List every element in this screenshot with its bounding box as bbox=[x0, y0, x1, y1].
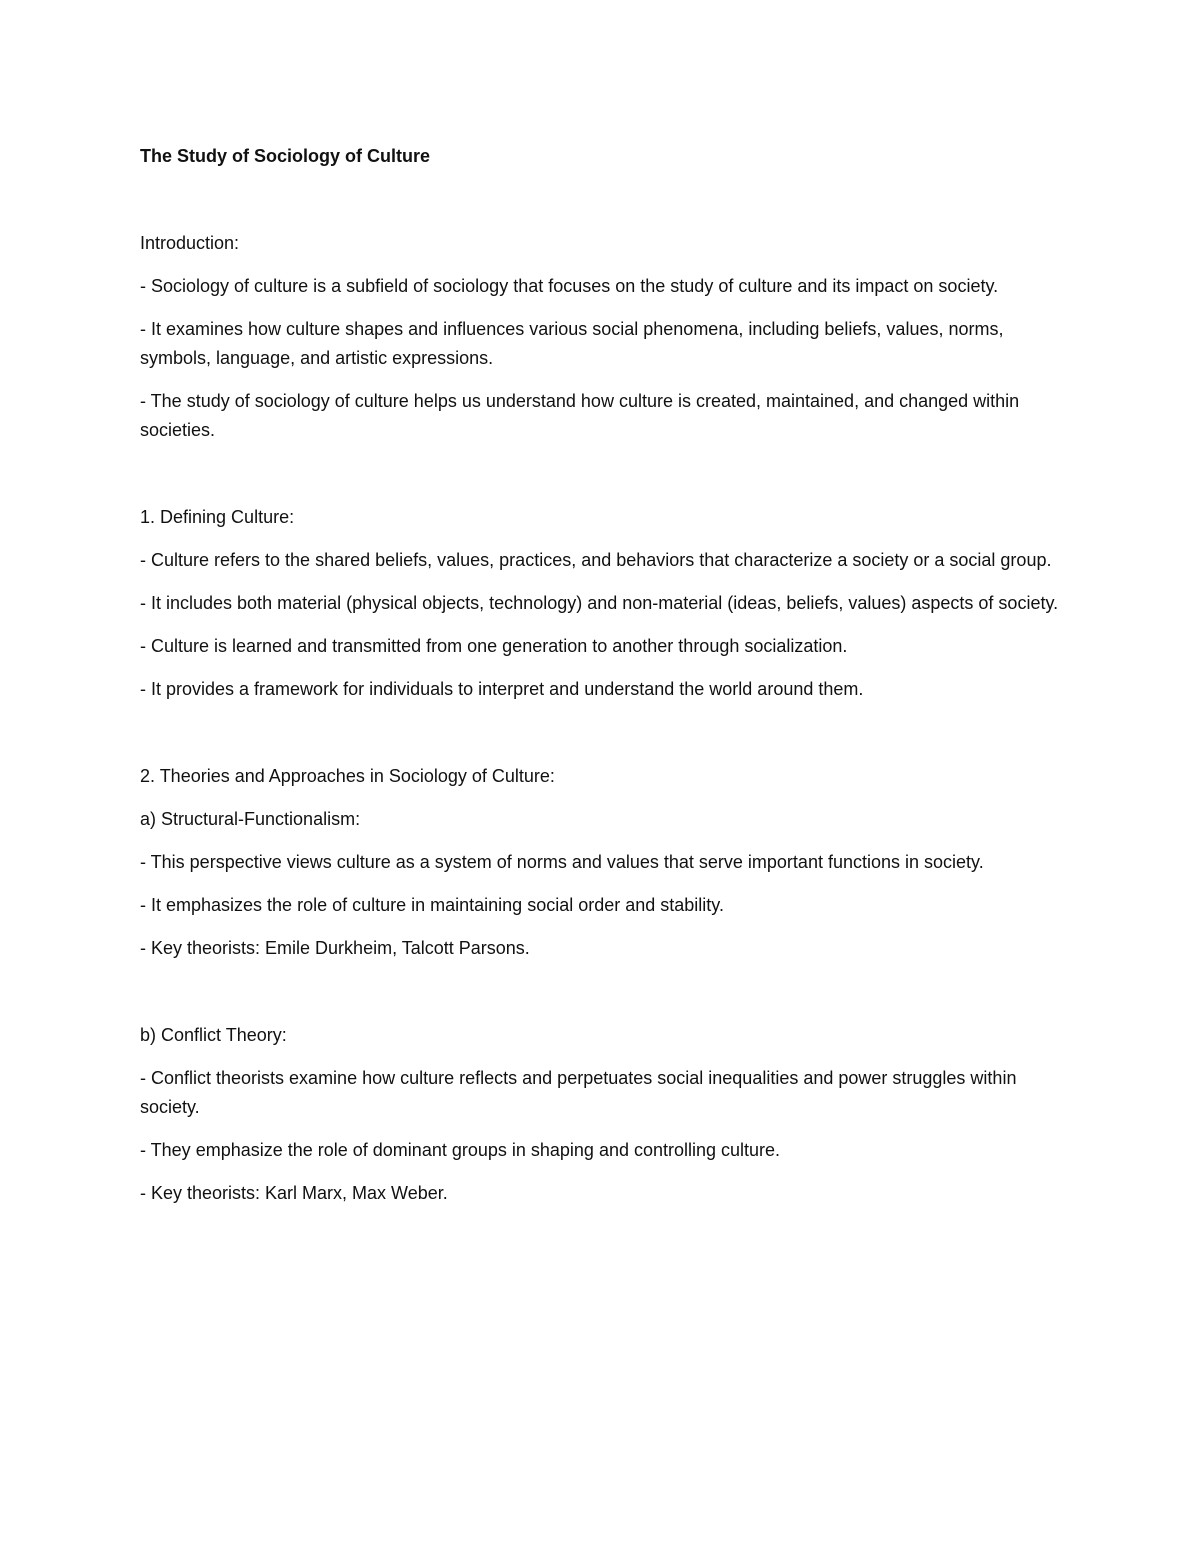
bullet-paragraph: - Culture refers to the shared beliefs, values, practices, and behaviors that characterize a society or a social group. bbox=[140, 550, 1052, 570]
bullet-paragraph: - Key theorists: Karl Marx, Max Weber. bbox=[140, 1183, 448, 1203]
bullet-paragraph: - Sociology of culture is a subfield of sociology that focuses on the study of culture and its impact on society. bbox=[140, 276, 999, 296]
bullet-paragraph: - This perspective views culture as a system of norms and values that serve important functions in society. bbox=[140, 852, 984, 872]
bullet-paragraph: - Key theorists: Emile Durkheim, Talcott Parsons. bbox=[140, 938, 530, 958]
bullet-paragraph: - It examines how culture shapes and influences various social phenomena, including beliefs, values, norms, symbols, language, and artistic expressions. bbox=[140, 319, 1004, 368]
bullet-paragraph: - Culture is learned and transmitted from one generation to another through socialization. bbox=[140, 636, 848, 656]
section-theories bbox=[140, 762, 1060, 963]
bullet-paragraph: - They emphasize the role of dominant groups in shaping and controlling culture. bbox=[140, 1140, 781, 1160]
section-heading: b) Conflict Theory: bbox=[140, 1025, 287, 1045]
bullet-paragraph: - The study of sociology of culture helps us understand how culture is created, maintained, and changed within societies. bbox=[140, 391, 1020, 440]
document-page bbox=[140, 142, 1060, 1266]
section-conflict-theory bbox=[140, 1021, 1060, 1208]
bullet-paragraph: - Conflict theorists examine how culture reflects and perpetuates social inequalities and power struggles within society. bbox=[140, 1068, 1017, 1117]
section-heading: 1. Defining Culture: bbox=[140, 507, 295, 527]
subsection-heading: a) Structural-Functionalism: bbox=[140, 809, 361, 829]
section-defining-culture bbox=[140, 503, 1060, 704]
bullet-paragraph: - It includes both material (physical objects, technology) and non-material (ideas, beliefs, values) aspects of society. bbox=[140, 593, 1059, 613]
document-title: The Study of Sociology of Culture bbox=[140, 146, 430, 166]
section-heading: Introduction: bbox=[140, 233, 240, 253]
bullet-paragraph: - It provides a framework for individuals to interpret and understand the world around them. bbox=[140, 679, 864, 699]
bullet-paragraph: - It emphasizes the role of culture in maintaining social order and stability. bbox=[140, 895, 724, 915]
section-introduction bbox=[140, 229, 1060, 445]
section-heading: 2. Theories and Approaches in Sociology of Culture: bbox=[140, 766, 555, 786]
